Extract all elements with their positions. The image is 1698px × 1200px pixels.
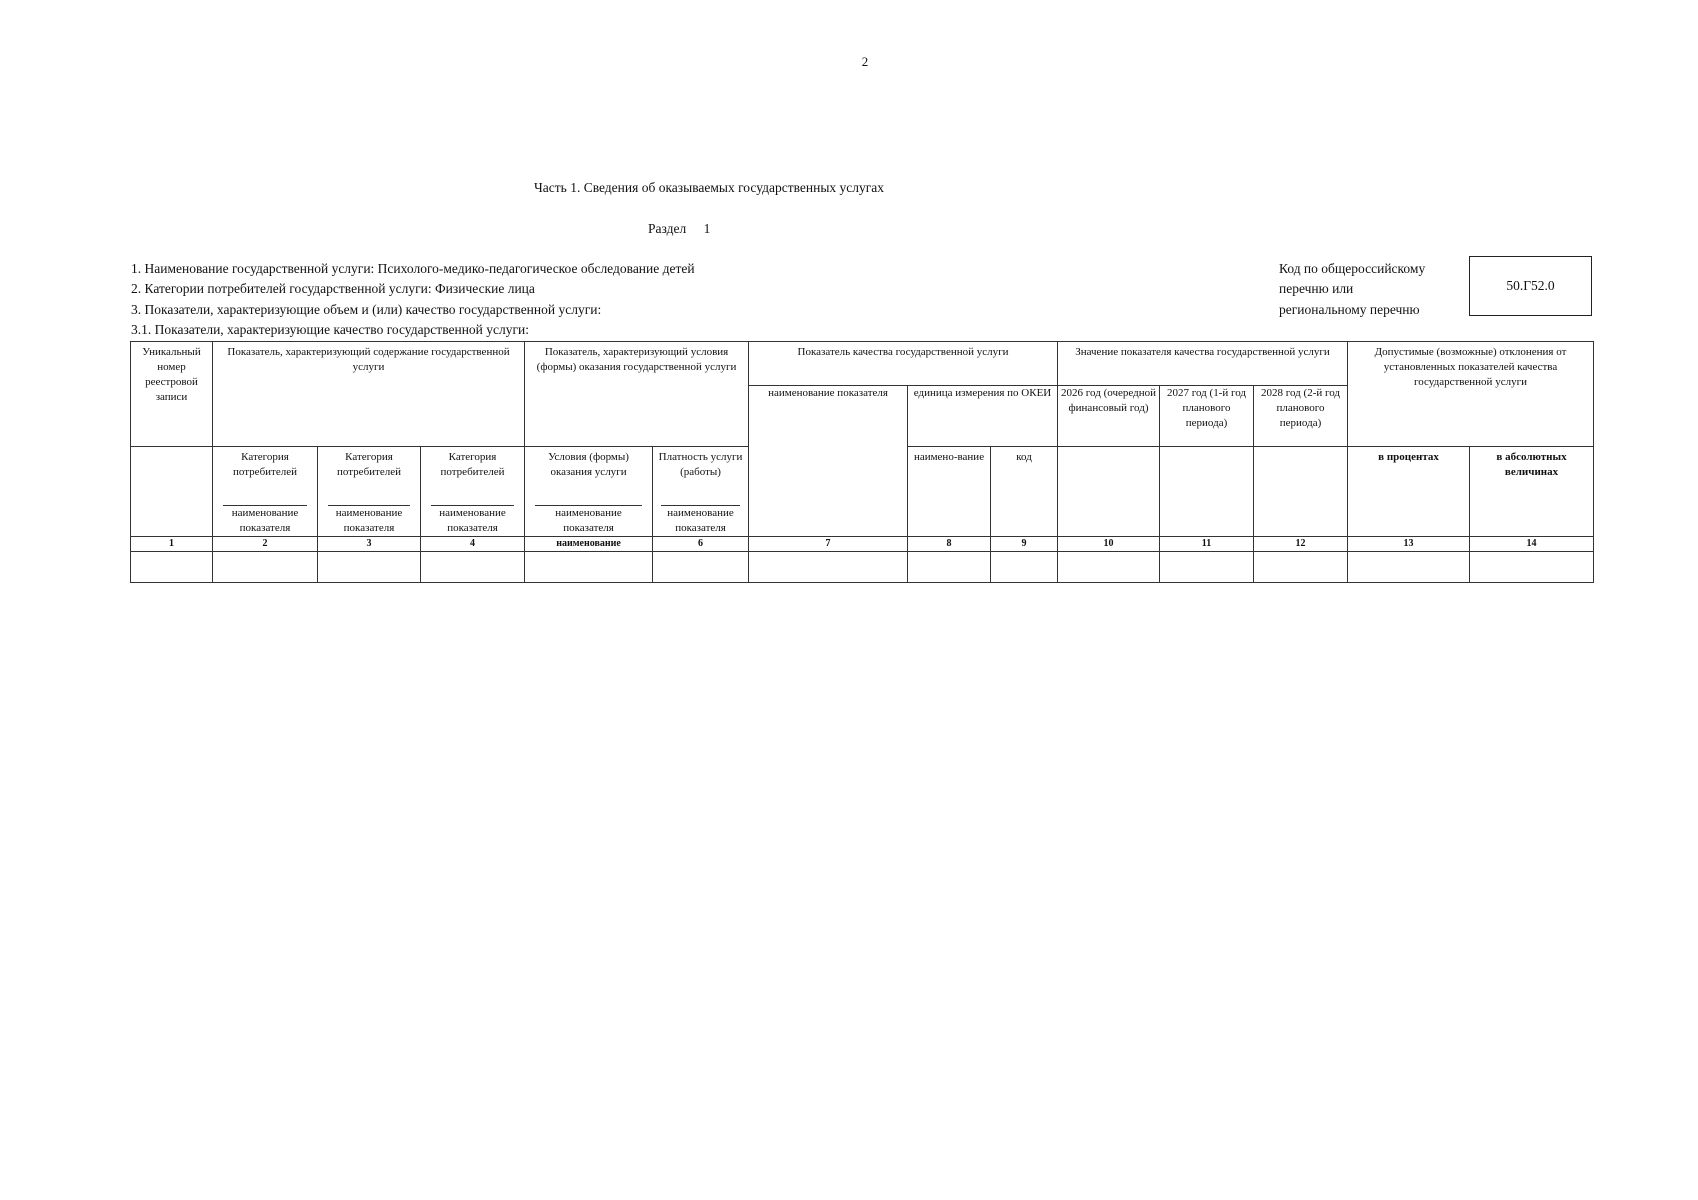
column-number: 7 — [749, 537, 908, 552]
header-quality-indicator: Показатель качества государственной услуги — [749, 342, 1058, 386]
section-title — [648, 221, 710, 237]
table-cell — [421, 552, 525, 583]
indicator-name-text: наименование показателя — [328, 505, 410, 536]
header-consumer-category-2: Категория потребителей — [318, 447, 421, 501]
code-label-line: Код по общероссийскому — [1279, 261, 1426, 276]
indicator-name-cell — [525, 500, 653, 537]
header-quality-value: Значение показателя качества государственной услуги — [1058, 342, 1348, 386]
page-number: 2 — [861, 54, 869, 69]
header-consumer-category-1: Категория потребителей — [213, 447, 318, 501]
header-allowed-deviation: Допустимые (возможные) отклонения от установленных показателей качества государственной услуги — [1348, 342, 1594, 447]
indicator-name-cell — [421, 500, 525, 537]
column-number: 11 — [1160, 537, 1254, 552]
table-cell — [991, 552, 1058, 583]
indicator-name-text: наименование показателя — [223, 505, 307, 536]
column-number: 9 — [991, 537, 1058, 552]
table-cell — [1058, 552, 1160, 583]
indicator-name-cell — [653, 500, 749, 537]
header-deviation-absolute: в абсолютных величинах — [1470, 447, 1594, 537]
table-cell — [131, 552, 213, 583]
header-year-2028-spacer — [1254, 447, 1348, 537]
header-service-conditions: Условия (формы) оказания услуги — [525, 447, 653, 501]
column-number: 12 — [1254, 537, 1348, 552]
column-number: наименование — [525, 537, 653, 552]
header-service-payment: Платность услуги (работы) — [653, 447, 749, 501]
column-number: 4 — [421, 537, 525, 552]
table-cell — [318, 552, 421, 583]
column-number: 13 — [1348, 537, 1470, 552]
column-number: 6 — [653, 537, 749, 552]
indicator-name-cell — [318, 500, 421, 537]
table-cell — [1348, 552, 1470, 583]
header-okei-unit: единица измерения по ОКЕИ — [908, 386, 1058, 447]
header-consumer-category-3: Категория потребителей — [421, 447, 525, 501]
table-cell — [653, 552, 749, 583]
table-cell — [213, 552, 318, 583]
table-cell — [525, 552, 653, 583]
indicator-name-cell — [213, 500, 318, 537]
table-cell — [1470, 552, 1594, 583]
header-year-2026: 2026 год (очередной финансовый год) — [1058, 386, 1160, 447]
header-deviation-percent: в процентах — [1348, 447, 1470, 537]
table-cell — [1254, 552, 1348, 583]
code-label-line: перечню или — [1279, 281, 1354, 297]
part-title: Часть 1. Сведения об оказываемых государственных услугах — [534, 180, 885, 195]
consumer-category-line: 2. Категории потребителей государственной услуги: Физические лица — [131, 281, 535, 297]
table-cell — [1160, 552, 1254, 583]
quality-indicators-table — [130, 341, 1594, 583]
column-number: 3 — [318, 537, 421, 552]
header-unique-spacer — [131, 447, 213, 537]
section-label: Раздел — [648, 221, 687, 236]
registry-code-box — [1469, 256, 1592, 316]
column-number: 14 — [1470, 537, 1594, 552]
table-cell — [749, 552, 908, 583]
service-name-line: 1. Наименование государственной услуги: Психолого-медико-педагогическое обследование детей — [131, 261, 695, 276]
header-content-indicator: Показатель, характеризующий содержание государственной услуги — [213, 342, 525, 447]
column-number: 8 — [908, 537, 991, 552]
header-unique-number: Уникальный номер реестровой записи — [131, 342, 213, 447]
header-unit-code: код — [991, 447, 1058, 537]
registry-code: 50.Г52.0 — [1506, 278, 1555, 293]
column-number: 1 — [131, 537, 213, 552]
indicator-name-text: наименование показателя — [431, 505, 514, 536]
column-number: 10 — [1058, 537, 1160, 552]
header-year-2027-spacer — [1160, 447, 1254, 537]
table-row — [131, 552, 1594, 583]
indicator-name-text: наименование показателя — [535, 505, 642, 536]
indicator-name-text: наименование показателя — [661, 505, 740, 536]
header-unit-name: наимено-вание — [908, 447, 991, 537]
header-year-2028: 2028 год (2-й год планового периода) — [1254, 386, 1348, 447]
indicators-line: 3. Показатели, характеризующие объем и (или) качество государственной услуги: — [131, 301, 602, 317]
header-conditions-indicator: Показатель, характеризующий условия (формы) оказания государственной услуги — [525, 342, 749, 447]
header-year-2026-spacer — [1058, 447, 1160, 537]
quality-indicators-line: 3.1. Показатели, характеризующие качество государственной услуги: — [131, 321, 530, 337]
header-indicator-name: наименование показателя — [749, 386, 908, 537]
service-info-lines — [131, 259, 695, 340]
header-year-2027: 2027 год (1-й год планового периода) — [1160, 386, 1254, 447]
code-label-line: региональному перечню — [1279, 301, 1420, 317]
section-number: 1 — [703, 221, 711, 236]
column-number: 2 — [213, 537, 318, 552]
code-label — [1279, 259, 1425, 320]
table-cell — [908, 552, 991, 583]
